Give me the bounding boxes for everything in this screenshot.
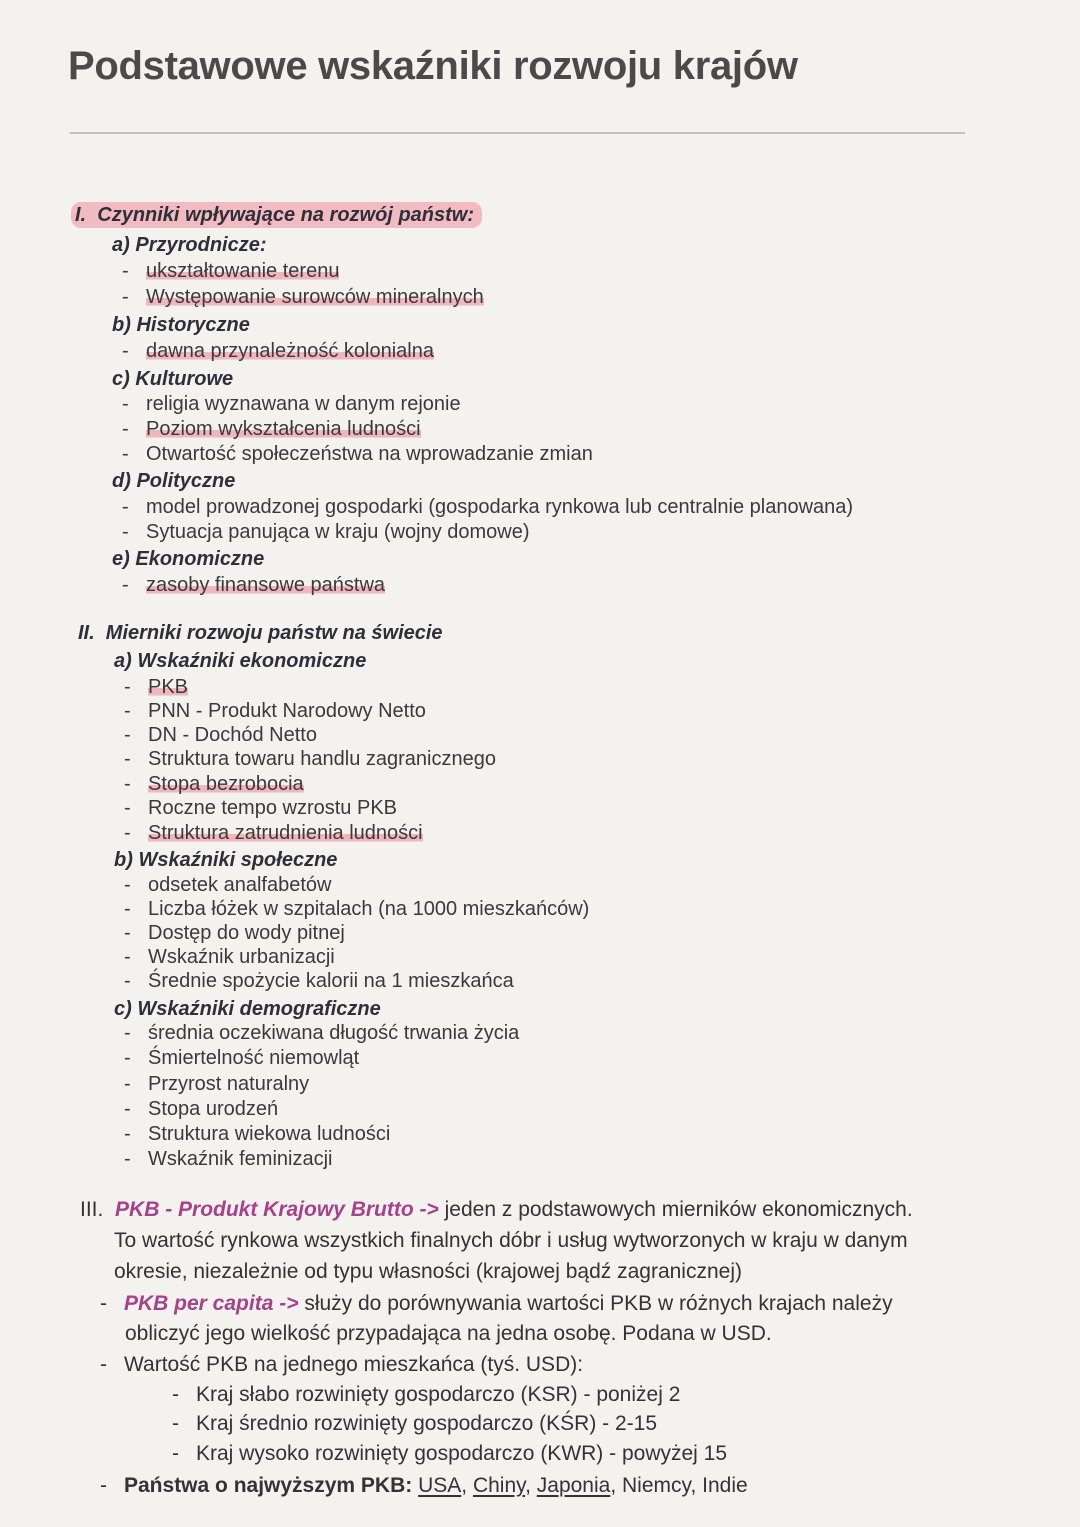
- list-item: - Średnie spożycie kalorii na 1 mieszkańca: [124, 970, 514, 992]
- group-header: d) Polityczne: [112, 470, 236, 492]
- list-item: - Liczba łóżek w szpitalach (na 1000 mieszkańców): [124, 898, 590, 920]
- level-item: - Kraj wysoko rozwinięty gospodarczo (KWR) - powyżej 15: [172, 1442, 728, 1465]
- list-item: - ukształtowanie terenu: [122, 260, 340, 282]
- list-item: - Poziom wykształcenia ludności: [122, 418, 421, 440]
- group-header: c) Wskaźniki demograficzne: [114, 998, 381, 1020]
- list-item: - Struktura wiekowa ludności: [124, 1123, 391, 1145]
- country: Chiny: [472, 1474, 526, 1497]
- list-item: - Stopa bezrobocia: [124, 773, 304, 795]
- group-header: b) Wskaźniki społeczne: [114, 849, 338, 871]
- section-2-title: Mierniki rozwoju państw na świecie: [105, 622, 443, 644]
- list-item: - religia wyznawana w danym rejonie: [122, 393, 461, 415]
- country: Japonia: [536, 1474, 611, 1497]
- list-item: - Sytuacja panująca w kraju (wojny domowe): [122, 521, 530, 543]
- list-item: - dawna przynależność kolonialna: [122, 340, 434, 362]
- per-capita-line-2: obliczyć jego wielkość przypadająca na jedna osobę. Podana w USD.: [125, 1322, 772, 1345]
- group-header: b) Historyczne: [112, 314, 250, 336]
- top-countries-label: Państwa o najwyższym PKB:: [124, 1474, 413, 1497]
- level-item: - Kraj słabo rozwinięty gospodarczo (KSR) - poniżej 2: [172, 1383, 681, 1406]
- list-item: - Występowanie surowców mineralnych: [122, 286, 484, 308]
- group-header: a) Przyrodnicze:: [112, 234, 267, 256]
- section-2-heading: [78, 620, 443, 646]
- list-item: - model prowadzonej gospodarki (gospodarka rynkowa lub centralnie planowana): [122, 496, 854, 518]
- value-intro: - Wartość PKB na jednego mieszkańca (tyś. USD):: [100, 1353, 584, 1376]
- list-item: - DN - Dochód Netto: [124, 724, 317, 746]
- list-item: - Przyrost naturalny: [124, 1073, 310, 1095]
- group-header: a) Wskaźniki ekonomiczne: [114, 650, 367, 672]
- level-item: - Kraj średnio rozwinięty gospodarczo (KŚR) - 2-15: [172, 1412, 658, 1435]
- list-item: - Śmiertelność niemowląt: [124, 1047, 360, 1069]
- section-3-line-3: okresie, niezależnie od typu własności (krajowej bądź zagranicznej): [114, 1260, 742, 1283]
- list-item: - Struktura towaru handlu zagranicznego: [124, 748, 496, 770]
- section-1-title: Czynniki wpływające na rozwój państw:: [97, 204, 474, 226]
- list-item: - PNN - Produkt Narodowy Netto: [124, 700, 426, 722]
- list-item: - zasoby finansowe państwa: [122, 574, 386, 596]
- country: Niemcy: [622, 1474, 691, 1497]
- per-capita-term: PKB per capita ->: [124, 1292, 299, 1315]
- pkb-term: PKB - Produkt Krajowy Brutto ->: [115, 1198, 439, 1221]
- section-1-heading: [75, 202, 482, 228]
- list-item: - Roczne tempo wzrostu PKB: [124, 797, 397, 819]
- section-3-line-2: To wartość rynkowa wszystkich finalnych dóbr i usług wytworzonych w kraju w danym: [114, 1229, 908, 1252]
- list-item: - Dostęp do wody pitnej: [124, 922, 345, 944]
- section-2-number: II.: [78, 622, 95, 644]
- page-title: Podstawowe wskaźniki rozwoju krajów: [68, 44, 798, 88]
- list-item: - odsetek analfabetów: [124, 874, 332, 896]
- section-3-number: III.: [80, 1198, 104, 1221]
- top-countries-line: - Państwa o najwyższym PKB: USA, Chiny, Japonia, Niemcy, Indie: [100, 1474, 748, 1497]
- title-divider: [70, 132, 965, 134]
- group-header: c) Kulturowe: [112, 368, 234, 390]
- per-capita-line-1: - PKB per capita -> służy do porównywania wartości PKB w różnych krajach należy: [100, 1292, 893, 1315]
- list-item: - Stopa urodzeń: [124, 1098, 279, 1120]
- list-item: - Wskaźnik feminizacji: [124, 1148, 333, 1170]
- list-item: - średnia oczekiwana długość trwania życia: [124, 1022, 520, 1044]
- list-item: - Struktura zatrudnienia ludności: [124, 822, 423, 844]
- section-1-number: I.: [75, 204, 87, 226]
- list-item: - PKB: [124, 676, 189, 698]
- list-item: - Otwartość społeczeństwa na wprowadzanie zmian: [122, 443, 593, 465]
- country: USA: [418, 1474, 462, 1497]
- country: Indie: [702, 1474, 748, 1497]
- list-item: - Wskaźnik urbanizacji: [124, 946, 335, 968]
- section-3-line-1: III. PKB - Produkt Krajowy Brutto -> jeden z podstawowych mierników ekonomicznych.: [80, 1198, 913, 1221]
- group-header: e) Ekonomiczne: [112, 548, 265, 570]
